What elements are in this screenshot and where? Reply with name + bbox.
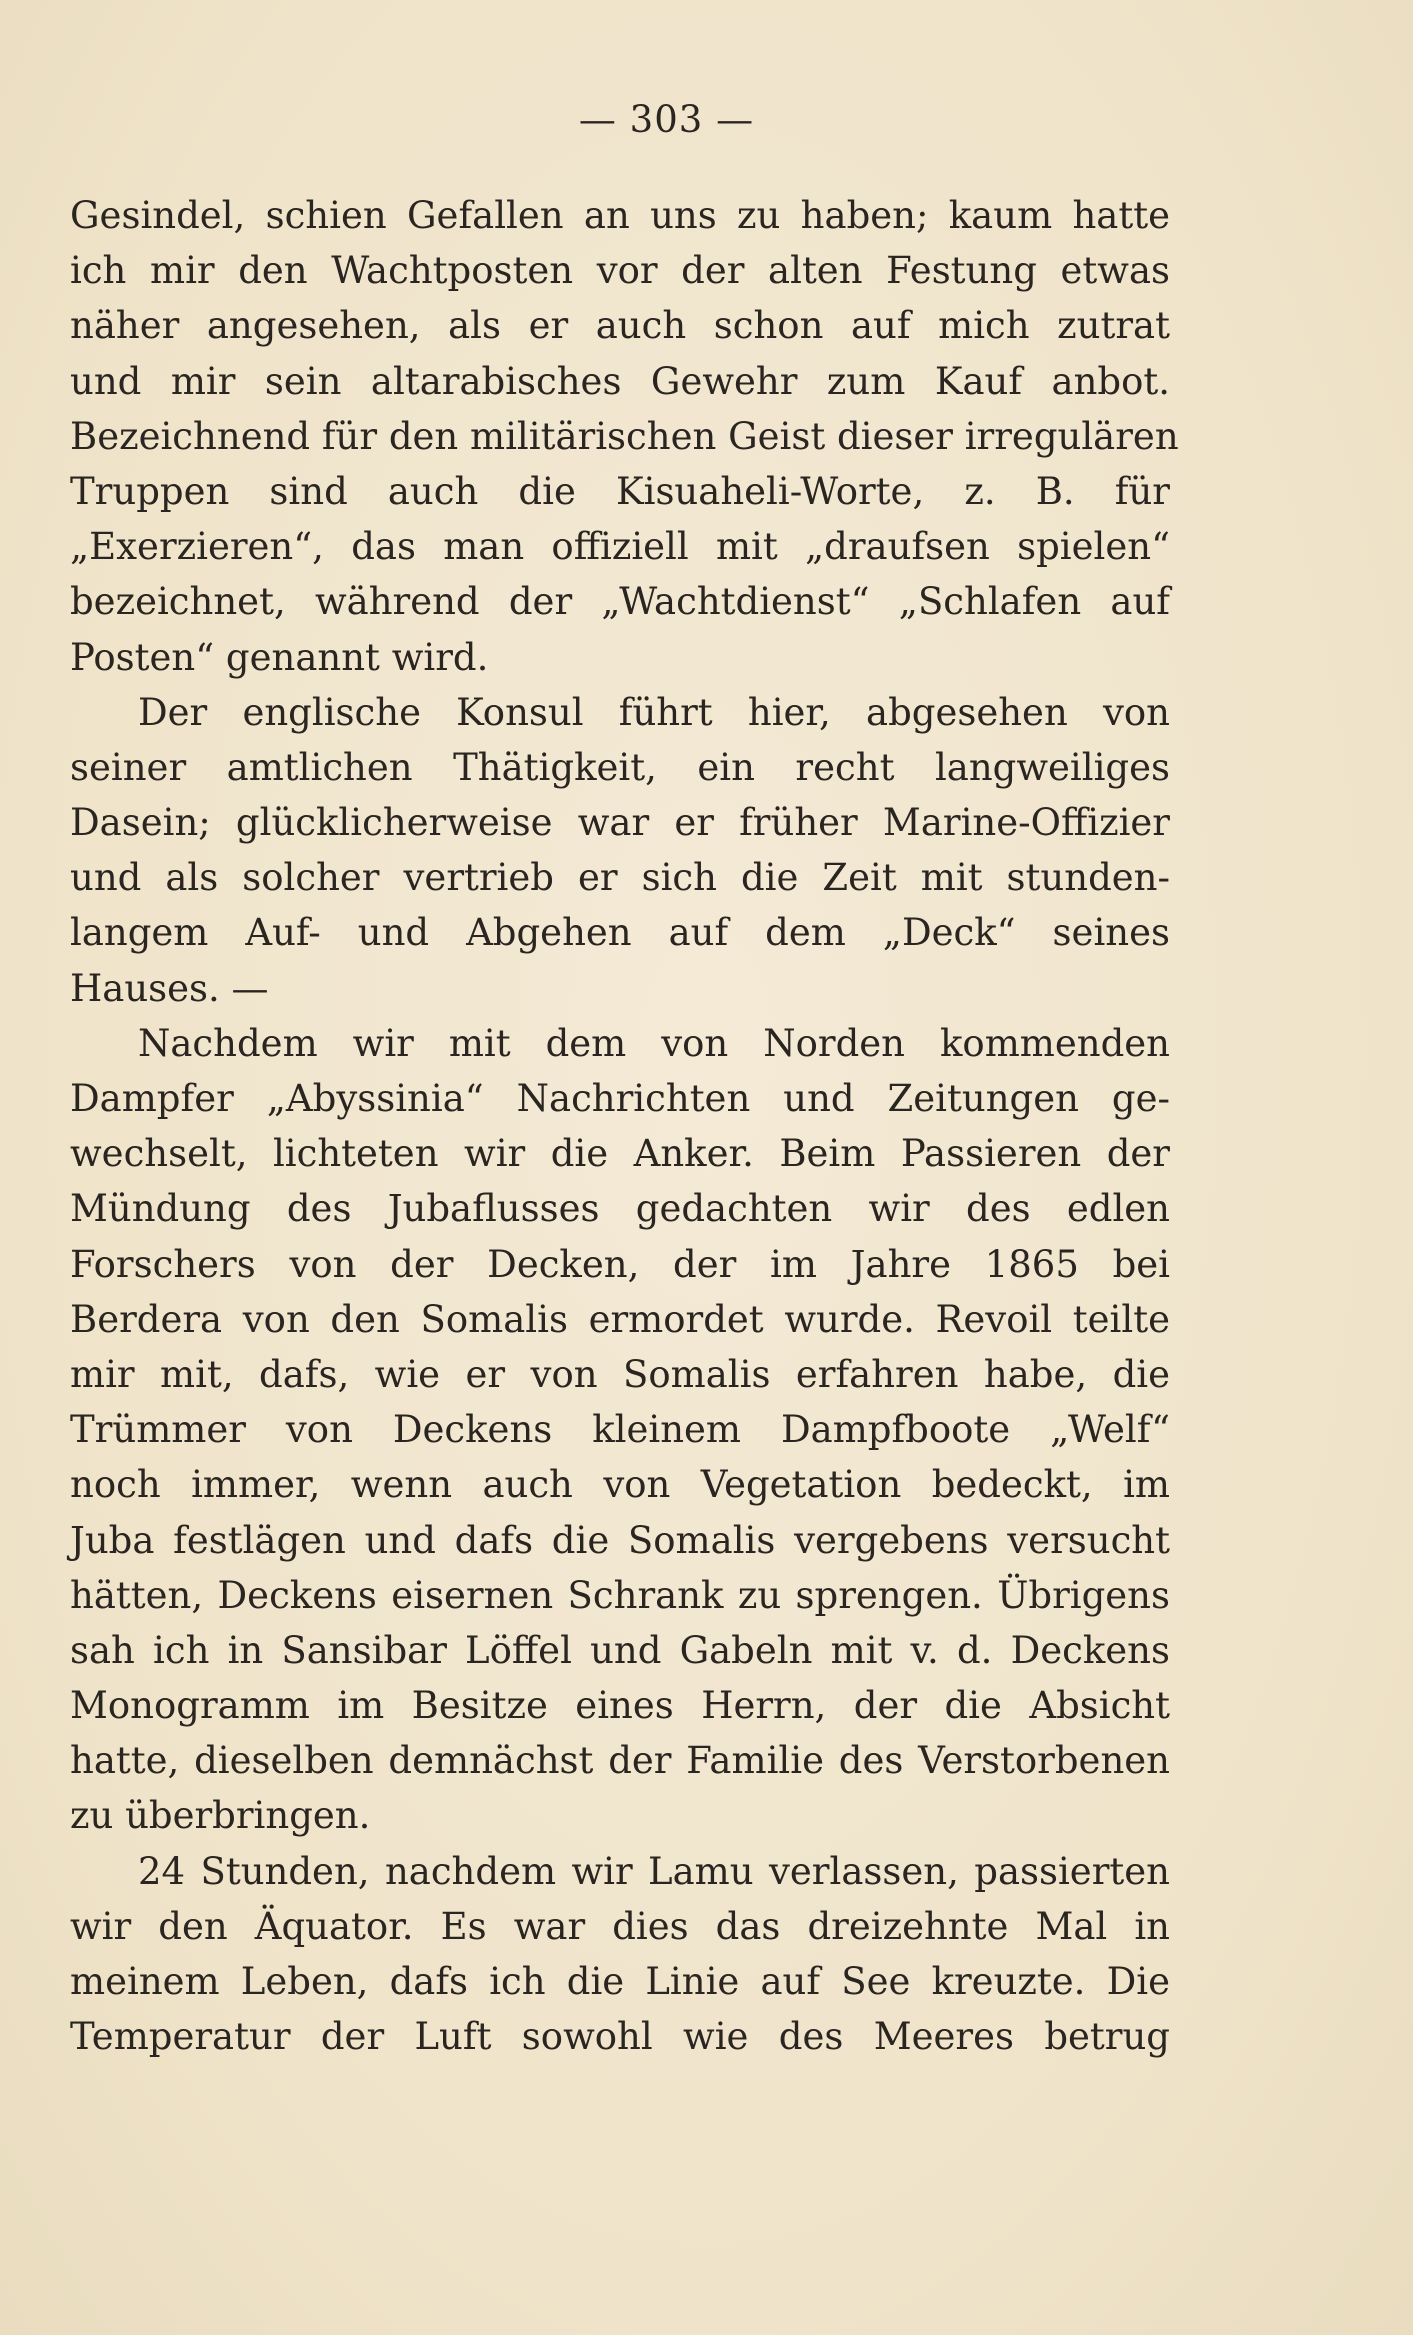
text-line: und mir sein altarabisches Gewehr zum Kauf anbot. bbox=[70, 359, 1170, 403]
text-line: seiner amtlichen Thätigkeit, ein recht langweiliges bbox=[70, 745, 1170, 789]
text-line: langem Auf- und Abgehen auf dem „Deck“ seines bbox=[70, 911, 1170, 955]
text-line: Berdera von den Somalis ermordet wurde. Revoil teilte bbox=[70, 1297, 1170, 1341]
text-line: Trümmer von Deckens kleinem Dampfboote „Welf“ bbox=[70, 1408, 1170, 1452]
text-line: Juba festlägen und dafs die Somalis vergebens versucht bbox=[70, 1518, 1170, 1562]
paragraph-start-line: Der englische Konsul führt hier, abgesehen von bbox=[138, 690, 1170, 734]
text-line: bezeichnet, während der „Wachtdienst“ „Schlafen auf bbox=[70, 580, 1170, 624]
text-line: Hauses. — bbox=[70, 966, 269, 1010]
text-line: meinem Leben, dafs ich die Linie auf See kreuzte. Die bbox=[70, 1960, 1170, 2003]
text-line: Temperatur der Luft sowohl wie des Meeres betrug bbox=[70, 2015, 1170, 2059]
text-line: Gesindel, schien Gefallen an uns zu haben; kaum hatte bbox=[70, 194, 1170, 237]
text-line: mir mit, dafs, wie er von Somalis erfahren habe, die bbox=[70, 1352, 1170, 1396]
text-line: hatte, dieselben demnächst der Familie des Verstorbenen bbox=[70, 1739, 1170, 1783]
text-line: Forschers von der Decken, der im Jahre 1865 bei bbox=[70, 1242, 1170, 1286]
text-line: noch immer, wenn auch von Vegetation bedeckt, im bbox=[70, 1463, 1170, 1507]
text-line: wechselt, lichteten wir die Anker. Beim Passieren der bbox=[70, 1132, 1170, 1176]
text-line: Dampfer „Abyssinia“ Nachrichten und Zeitungen ge- bbox=[70, 1077, 1170, 1120]
text-line: ich mir den Wachtposten vor der alten Festung etwas bbox=[70, 249, 1170, 293]
text-line: Dasein; glücklicherweise war er früher Marine-Offizier bbox=[70, 801, 1170, 845]
text-line: „Exerzieren“, das man offiziell mit „draufsen spielen“ bbox=[70, 525, 1170, 569]
text-line: hätten, Deckens eisernen Schrank zu sprengen. Übrigens bbox=[70, 1573, 1170, 1617]
page-number-header: — 303 — bbox=[578, 98, 755, 141]
text-line: und als solcher vertrieb er sich die Zeit mit stunden- bbox=[70, 856, 1170, 900]
text-line: Mündung des Jubaflusses gedachten wir des edlen bbox=[70, 1187, 1170, 1231]
body-text bbox=[70, 188, 1179, 2064]
text-line: Posten“ genannt wird. bbox=[70, 635, 489, 679]
text-line: sah ich in Sansibar Löffel und Gabeln mit v. d. Deckens bbox=[70, 1628, 1170, 1672]
paragraph-start-line: 24 Stunden, nachdem wir Lamu verlassen, passierten bbox=[138, 1849, 1170, 1893]
text-line: zu überbringen. bbox=[70, 1794, 371, 1838]
text-line: Bezeichnend für den militärischen Geist dieser irregulären bbox=[70, 414, 1179, 458]
paragraph-start-line: Nachdem wir mit dem von Norden kommenden bbox=[138, 1021, 1170, 1065]
text-line: wir den Äquator. Es war dies das dreizehnte Mal in bbox=[70, 1904, 1170, 1948]
text-line: Truppen sind auch die Kisuaheli-Worte, z. B. für bbox=[70, 469, 1170, 513]
text-line: näher angesehen, als er auch schon auf mich zutrat bbox=[70, 304, 1170, 348]
text-line: Monogramm im Besitze eines Herrn, der die Absicht bbox=[70, 1684, 1170, 1728]
